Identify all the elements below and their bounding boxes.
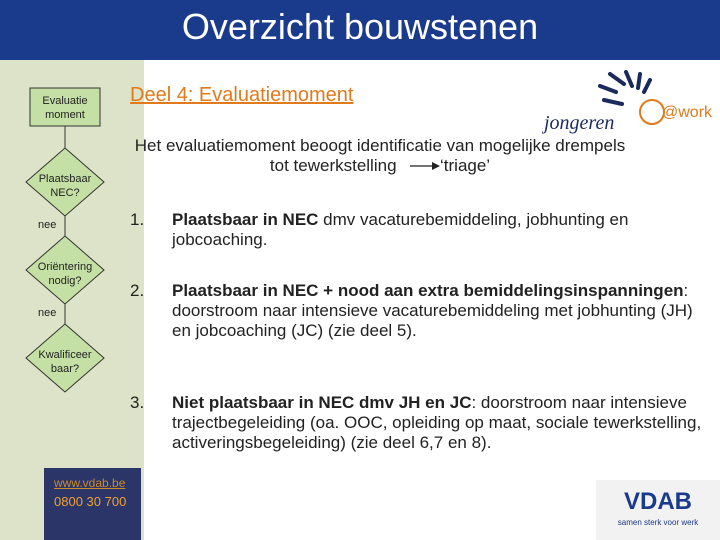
section-title: Deel 4: Evaluatiemoment — [130, 84, 354, 106]
intro-text — [130, 136, 630, 176]
vdab-logo — [596, 480, 720, 540]
item-text: dmv vacaturebemiddeling, jobhunting en jobcoaching. — [172, 210, 629, 249]
atwork-logo-text: @work — [662, 104, 713, 121]
phone-number: 0800 30 700 — [54, 494, 127, 509]
list-item — [172, 393, 712, 453]
intro-part2: ‘triage’ — [440, 156, 491, 175]
vdab-tagline: samen sterk voor werk — [617, 518, 699, 527]
flow-start-label: Evaluatie moment — [42, 95, 88, 121]
item-number: 1. — [130, 210, 145, 229]
item-number: 3. — [130, 393, 145, 412]
contact-box — [44, 468, 141, 540]
flow-no-label: nee — [38, 307, 57, 319]
item-text: : doorstroom naar intensieve vacaturebemiddeling met jobhunting (JH) en jobcoaching (JC) (zie deel 5). — [172, 281, 693, 340]
website-link[interactable]: www.vdab.be — [54, 476, 126, 490]
item-bold: Plaatsbaar in NEC + nood aan extra bemiddelingsinspanningen — [172, 281, 684, 300]
list-item — [172, 281, 712, 341]
jongeren-logo-text: jongeren — [544, 112, 615, 134]
flow-question-nec: Plaatsbaar NEC? — [38, 173, 92, 199]
slide-title: Overzicht bouwstenen — [181, 6, 539, 47]
item-text: : doorstroom naar intensieve trajectbegeleiding (oa. OOC, opleiding op maat, sociale tewerkstelling, activeringsbegeleiding) (zie deel 6,7 en 8). — [172, 393, 702, 452]
item-number: 2. — [130, 281, 145, 300]
flow-question-qualify: Kwalificeer baar? — [38, 349, 92, 375]
vdab-logo-text: VDAB — [623, 488, 692, 515]
flow-question-orientation: Oriëntering nodig? — [37, 261, 93, 287]
intro-part1: Het evaluatiemoment beoogt identificatie van mogelijke drempels tot tewerkstelling — [134, 136, 626, 175]
item-bold: Niet plaatsbaar in NEC dmv JH en JC — [172, 393, 472, 412]
item-bold: Plaatsbaar in NEC — [172, 210, 319, 229]
flow-no-label: nee — [38, 219, 57, 231]
list-item — [172, 210, 712, 250]
